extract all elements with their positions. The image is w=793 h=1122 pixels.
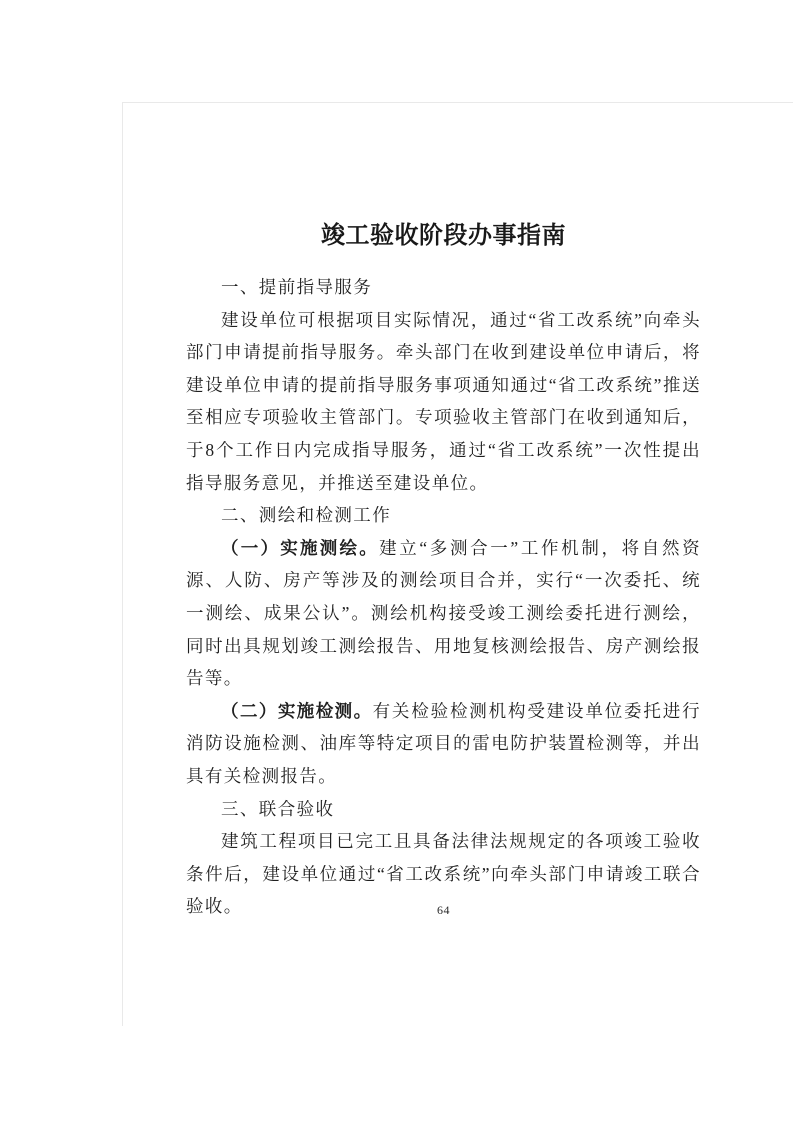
paragraph bbox=[186, 532, 701, 695]
paragraph-text: 建筑工程项目已完工且具备法律法规规定的各项竣工验收条件后，建设单位通过“省工改系统”向牵头部门申请竣工联合验收。 bbox=[186, 831, 701, 917]
page-sheet bbox=[122, 102, 793, 1026]
section-heading-2: 二、测绘和检测工作 bbox=[221, 505, 392, 526]
paragraph-lead: （一）实施测绘。 bbox=[221, 537, 380, 558]
paragraph-text: 有关检验检测机构受建设单位委托进行消防设施检测、油库等特定项目的雷电防护装置检测等，并出具有关检测报告。 bbox=[186, 700, 701, 786]
paragraph bbox=[186, 695, 701, 793]
paragraph-text: 建立“多测合一”工作机制，将自然资源、人防、房产等涉及的测绘项目合并，实行“一次委托、统一测绘、成果公认”。测绘机构接受竣工测绘委托进行测绘，同时出具规划竣工测绘报告、用地复核测绘报告、房产测绘报告等。 bbox=[186, 537, 702, 689]
page-title: 竣工验收阶段办事指南 bbox=[321, 222, 566, 249]
paragraph-lead: （二）实施检测。 bbox=[221, 700, 373, 721]
paragraph-text: 建设单位可根据项目实际情况，通过“省工改系统”向牵头部门申请提前指导服务。牵头部门在收到建设单位申请后，将建设单位申请的提前指导服务事项通知通过“省工改系统”推送至相应专项验收主管部门。专项验收主管部门在收到通知后，于8个工作日内完成指导服务，通过“省工改系统”一次性提出指导服务意见，并推送至建设单位。 bbox=[186, 309, 701, 493]
paragraph bbox=[186, 304, 701, 500]
page-number: 64 bbox=[437, 903, 450, 917]
section-heading-1: 一、提前指导服务 bbox=[221, 277, 373, 297]
document-body bbox=[186, 271, 701, 923]
section-heading-3: 三、联合验收 bbox=[221, 798, 335, 819]
